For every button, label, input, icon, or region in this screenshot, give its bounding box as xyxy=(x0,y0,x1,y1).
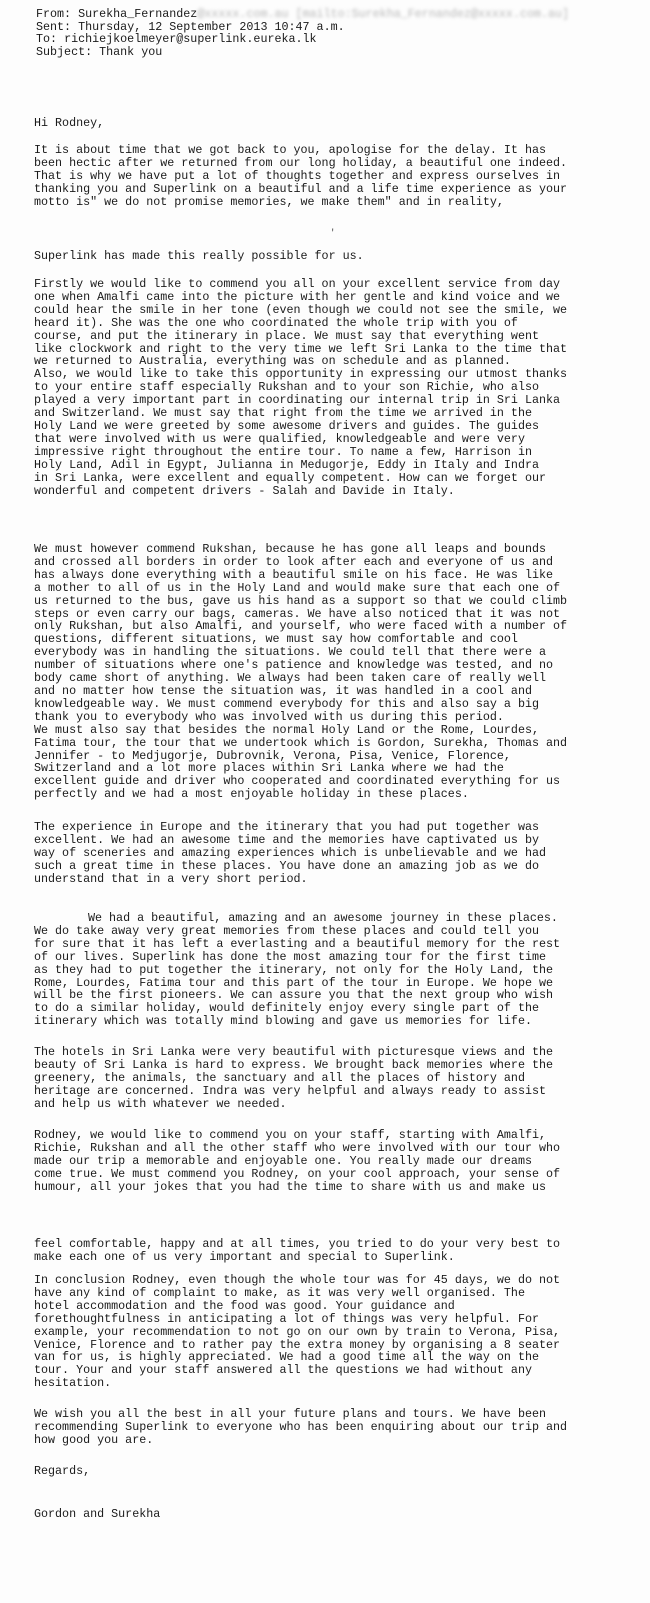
email-header xyxy=(36,8,569,58)
text-line: could hear the smile in her tone (even though we could not see the smile, we xyxy=(34,302,568,317)
text-line: to your entire staff especially Rukshan and to your son Richie, who also xyxy=(34,380,539,395)
sent-value: Thursday, 12 September 2013 10:47 a.m. xyxy=(78,19,345,34)
sent-label: Sent: xyxy=(36,19,72,34)
text-line: Jennifer - to Medjugorje, Dubrovnik, Verona, Pisa, Venice, Florence, xyxy=(34,748,511,763)
text-line: greenery, the animals, the sanctuary and all the places of history and xyxy=(34,1070,525,1085)
text-line: will be the first pioneers. We can assure you that the next group who wish xyxy=(34,988,554,1003)
text-line: thank you to everybody who was involved with us during this period. xyxy=(34,709,504,724)
text-line: as they had to put together the itinerary, not only for the Holy Land, the xyxy=(34,962,554,977)
text-line: Venice, Florence and to rather pay the extra money by organising a 8 seater xyxy=(34,1337,561,1352)
text-line: Holy Land we were greeted by some awesome drivers and guides. The guides xyxy=(34,418,539,433)
text-line: motto is" we do not promise memories, we make them" and in reality, xyxy=(34,194,504,209)
text-line: has always done everything with a beautiful smile on his face. He was like xyxy=(34,567,554,582)
text-line: heritage are concerned. Indra was very helpful and always ready to assist xyxy=(34,1083,546,1098)
closing: Regards, xyxy=(34,1464,91,1478)
text-line: steps or even carry our bags, cameras. We have also noticed that it was not xyxy=(34,606,561,621)
text-line: played a very important part in coordinating our internal trip in Sri Lanka xyxy=(34,393,561,408)
text-line: knowledgeable way. We must commend everybody for this and also say a big xyxy=(34,696,539,711)
text-line: in Sri Lanka, were excellent and equally competent. How can we forget our xyxy=(34,470,546,485)
text-line: humour, all your jokes that you had the time to share with us and make us xyxy=(34,1179,546,1194)
text-line: a mother to all of us in the Holy Land and would make sure that each one of xyxy=(34,580,561,595)
text-line: feel comfortable, happy and at all times, you tried to do your very best to xyxy=(34,1237,561,1251)
text-line: to do a similar holiday, would definitely enjoy every single part of the xyxy=(34,1001,539,1016)
text-line: and help us with whatever we needed. xyxy=(34,1096,287,1111)
text-line: for sure that it has left a everlasting and a beautiful memory for the rest xyxy=(34,936,561,951)
text-line: that were involved with us were qualified, knowledgeable and were very xyxy=(34,431,525,446)
paragraph-5 xyxy=(34,821,624,886)
to-label: To: xyxy=(36,32,58,47)
subject-value: Thank you xyxy=(99,44,163,59)
text-line: Switzerland and a lot more places within Sri Lanka where we had the xyxy=(34,761,504,776)
paragraph-1 xyxy=(34,144,624,209)
redacted-email: @xxxxx.com.au [mailto:Surekha_Fernandez@xxxxx.com.au] xyxy=(197,7,570,21)
text-line: We do take away very great memories from these places and could tell you xyxy=(34,923,539,938)
text-line: everybody was in handling the situations. We could tell that there were a xyxy=(34,645,546,660)
paragraph-11 xyxy=(34,1408,624,1447)
text-line: excellent. We had an awesome time and the memories have captivated us by xyxy=(34,832,539,847)
text-line: Fatima tour, the tour that we undertook which is Gordon, Surekha, Thomas and xyxy=(34,735,568,750)
text-line: course, and put the itinerary in place. We must say that everything went xyxy=(34,328,539,343)
text-line: us returned to the bus, gave us his hand as a support so that we could climb xyxy=(34,593,568,608)
text-line: We must however commend Rukshan, because he has gone all leaps and bounds xyxy=(34,542,546,556)
from-name: Surekha_Fernandez xyxy=(78,7,198,21)
text-line: Superlink has made this really possible for us. xyxy=(34,249,364,263)
text-line: van for us, is highly appreciated. We had a good time all the way on the xyxy=(34,1350,539,1365)
text-line: hesitation. xyxy=(34,1376,112,1391)
text-line: In conclusion Rodney, even though the whole tour was for 45 days, we do not xyxy=(34,1273,561,1287)
text-line: forethoughtfulness in anticipating a lot of things was very helpful. For xyxy=(34,1311,539,1326)
text-line: been hectic after we returned from our long holiday, a beautiful one indeed. xyxy=(34,155,568,170)
text-line: heard it). She was the one who coordinated the whole trip with you of xyxy=(34,315,518,330)
text-line: The hotels in Sri Lanka were very beautiful with picturesque views and the xyxy=(34,1045,554,1059)
text-line: and Switzerland. We must say that right from the time we arrived in the xyxy=(34,406,532,421)
text-line: Firstly we would like to commend you all on your excellent service from day xyxy=(34,277,561,291)
text-line: come true. We must commend you Rodney, on your cool approach, your sense of xyxy=(34,1166,561,1181)
text-line: only Rukshan, but also Amalfi, and yourself, who were faced with a number of xyxy=(34,619,568,634)
signature: Gordon and Surekha xyxy=(34,1507,161,1521)
paragraph-10 xyxy=(34,1274,624,1390)
text-line: Holy Land, Adil in Egypt, Julianna in Medugorje, Eddy in Italy and Indra xyxy=(34,457,539,472)
text-line: made our trip a memorable and enjoyable one. You really made our dreams xyxy=(34,1153,532,1168)
text-line: how good you are. xyxy=(34,1432,154,1447)
text-line: of our lives. Superlink has done the most amazing tour for the first time xyxy=(34,949,546,964)
text-line: like clockwork and right to the very time we left Sri Lanka to the time that xyxy=(34,341,568,356)
text-line: number of situations where one's patience and knowledge was tested, and no xyxy=(34,658,554,673)
text-line: We must also say that besides the normal Holy Land or the Rome, Lourdes, xyxy=(34,722,539,737)
text-line: impressive right throughout the entire tour. To name a few, Harrison in xyxy=(34,444,532,459)
text-line: and crossed all borders in order to look after each and everyone of us and xyxy=(34,554,554,569)
text-line: thanking you and Superlink on a beautiful and a life time experience as your xyxy=(34,181,568,196)
paragraph-3 xyxy=(34,278,624,497)
paragraph-6 xyxy=(34,912,624,1028)
text-line: recommending Superlink to everyone who has been enquiring about our trip and xyxy=(34,1419,568,1434)
text-line: make each one of us very important and special to Superlink. xyxy=(34,1249,455,1264)
text-line: tour. Your and your staff answered all the questions we had without any xyxy=(34,1363,532,1378)
paragraph-7 xyxy=(34,1046,624,1111)
text-line: body came short of anything. We always had been taken care of really well xyxy=(34,671,546,686)
text-line: wonderful and competent drivers - Salah and Davide in Italy. xyxy=(34,483,455,498)
greeting: Hi Rodney, xyxy=(34,116,105,130)
text-line: beauty of Sri Lanka is hard to express. We brought back memories where the xyxy=(34,1057,554,1072)
text-line: itinerary which was totally mind blowing and gave us memories for life. xyxy=(34,1014,532,1029)
text-line: Also, we would like to take this opportunity in expressing our utmost thanks xyxy=(34,367,568,382)
text-line: Richie, Rukshan and all the other staff who were involved with our tour who xyxy=(34,1140,561,1155)
subject-label: Subject: xyxy=(36,44,93,59)
text-line: Rodney, we would like to commend you on your staff, starting with Amalfi, xyxy=(34,1128,546,1142)
scan-speck: ' xyxy=(330,228,336,238)
to-value: richiejkoelmeyer@superlink.eureka.lk xyxy=(64,32,317,47)
text-line: we returned to Australia, everything was on schedule and as planned. xyxy=(34,354,511,369)
text-line: way of sceneries and amazing experiences which is unbelievable and we had xyxy=(34,845,546,860)
paragraph-9 xyxy=(34,1238,624,1264)
text-line: The experience in Europe and the itinerary that you had put together was xyxy=(34,820,539,834)
text-line: example, your recommendation to not go on our own by train to Verona, Pisa, xyxy=(34,1324,561,1339)
text-line: and no matter how tense the situation was, it was handled in a cool and xyxy=(34,683,532,698)
paragraph-8 xyxy=(34,1129,624,1194)
text-line: have any kind of complaint to make, as it was very well organised. The xyxy=(34,1285,525,1300)
paragraph-4 xyxy=(34,543,624,801)
text-line: Rome, Lourdes, Fatima tour and this part of the tour in Europe. We hope we xyxy=(34,975,554,990)
text-line: questions, different situations, we must say how comfortable and cool xyxy=(34,632,518,647)
text-line: hotel accommodation and the food was good. Your guidance and xyxy=(34,1298,455,1313)
text-line: understand that in a very short period. xyxy=(34,871,308,886)
text-line: one when Amalfi came into the picture with her gentle and kind voice and we xyxy=(34,289,561,304)
text-line: such a great time in these places. You have done an amazing job as we do xyxy=(34,858,539,873)
text-line: We had a beautiful, amazing and an awesome journey in these places. xyxy=(88,911,558,925)
text-line: We wish you all the best in all your future plans and tours. We have been xyxy=(34,1407,546,1421)
text-line: excellent guide and driver who cooperated and coordinated everything for us xyxy=(34,774,561,789)
subject-line xyxy=(36,46,569,59)
from-label: From: xyxy=(36,7,72,21)
paragraph-2 xyxy=(34,250,624,263)
text-line: perfectly and we had a most enjoyable holiday in these places. xyxy=(34,787,469,802)
text-line: It is about time that we got back to you, apologise for the delay. It has xyxy=(34,143,546,157)
text-line: That is why we have put a lot of thoughts together and express ourselves in xyxy=(34,168,561,183)
